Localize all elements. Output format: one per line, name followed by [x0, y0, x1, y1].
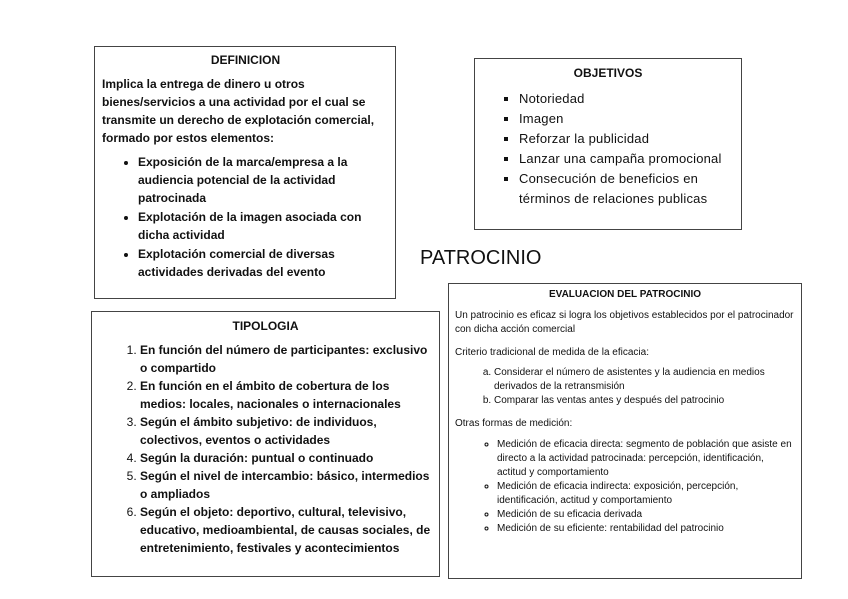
objetivos-item: ▪ Imagen — [519, 109, 733, 129]
criterio-item: b. Comparar las ventas antes y después del patrocinio — [494, 394, 795, 408]
tipologia-item: 6. Según el objeto: deportivo, cultural, televisivo, educativo, medioambiental, de causas sociales, de entretenimiento, festivales y acontecimientos — [140, 503, 433, 557]
otras-list — [455, 438, 795, 536]
tipologia-title: TIPOLOGIA — [232, 319, 299, 333]
center-title: PATROCINIO — [420, 247, 542, 269]
definicion-box — [94, 46, 396, 299]
otras-item: ◦ Medición de eficacia indirecta: exposición, percepción, identificación, actitud y comportamiento — [497, 480, 795, 508]
otras-label: Otras formas de medición: — [455, 418, 573, 429]
evaluacion-box — [448, 283, 802, 579]
otras-item: ◦ Medición de eficacia directa: segmento de población que asiste en directo a la actividad patrocinada: percepción, identificación, actitud y comportamiento — [497, 438, 795, 480]
criterio-label: Criterio tradicional de medida de la eficacia: — [455, 347, 649, 358]
tipologia-item: 1. En función del número de participantes: exclusivo o compartido — [140, 341, 433, 377]
objetivos-item: ▪ Consecución de beneficios en términos de relaciones publicas — [519, 169, 733, 209]
definicion-item: • Explotación de la imagen asociada con dicha actividad — [138, 208, 389, 244]
criterio-item: a. Considerar el número de asistentes y la audiencia en medios derivados de la retransmisión — [494, 366, 795, 394]
objetivos-title: OBJETIVOS — [573, 66, 643, 80]
objetivos-list — [483, 89, 733, 209]
otras-item: ◦ Medición de su eficiente: rentabilidad del patrocinio — [497, 522, 795, 536]
objetivos-box — [474, 58, 742, 230]
tipologia-item: 3. Según el ámbito subjetivo: de individuos, colectivos, eventos o actividades — [140, 413, 433, 449]
tipologia-item: 4. Según la duración: puntual o continuado — [140, 449, 433, 467]
definicion-item: • Explotación comercial de diversas actividades derivadas del evento — [138, 245, 389, 281]
objetivos-item: ▪ Lanzar una campaña promocional — [519, 149, 733, 169]
criterio-list — [455, 366, 795, 408]
evaluacion-title: EVALUACION DEL PATROCINIO — [548, 289, 702, 300]
definicion-list — [102, 153, 389, 281]
tipologia-list — [98, 341, 433, 557]
tipologia-box — [91, 311, 440, 577]
objetivos-item: ▪ Notoriedad — [519, 89, 733, 109]
definicion-intro: Implica la entrega de dinero u otros bienes/servicios a una actividad por el cual se transmite un derecho de explotación comercial, formado por estos elementos: — [102, 77, 375, 145]
tipologia-item: 2. En función en el ámbito de cobertura de los medios: locales, nacionales o internacionales — [140, 377, 433, 413]
definicion-title: DEFINICION — [210, 53, 281, 67]
tipologia-item: 5. Según el nivel de intercambio: básico, intermedios o ampliados — [140, 467, 433, 503]
otras-item: ◦ Medición de su eficacia derivada — [497, 508, 795, 522]
definicion-item: • Exposición de la marca/empresa a la audiencia potencial de la actividad patrocinada — [138, 153, 389, 207]
objetivos-item: ▪ Reforzar la publicidad — [519, 129, 733, 149]
evaluacion-intro: Un patrocinio es eficaz si logra los objetivos establecidos por el patrocinador con dicha acción comercial — [455, 310, 794, 335]
